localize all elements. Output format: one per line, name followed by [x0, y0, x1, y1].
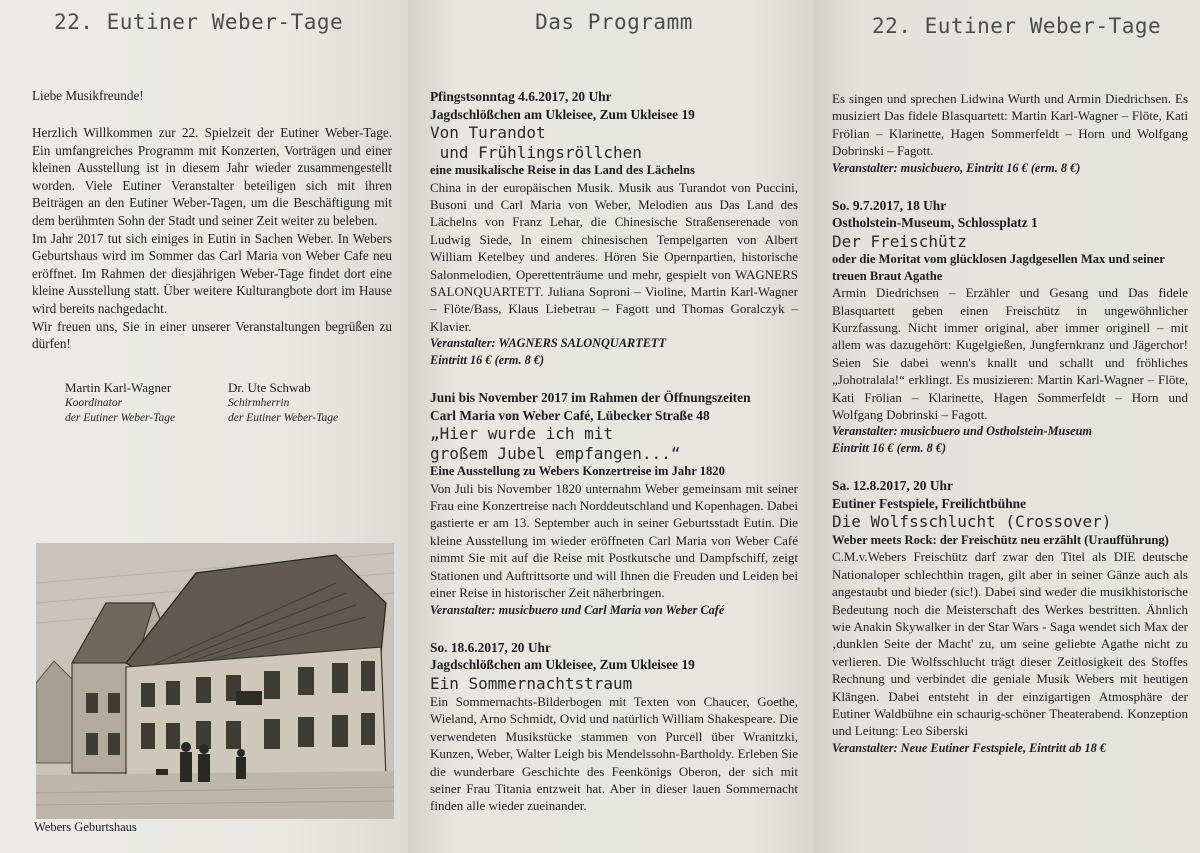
- welcome-paragraph: Herzlich Willkommen zur 22. Spielzeit der Eutiner Weber-Tage. Ein umfangreiches Programm mit Konzerten, Vorträgen und einer kleinen Ausstellung ist in diesem Jahr wieder zusammengestellt worden. Viele Eutiner Veranstalter beteiligen sich mit ihren Beiträgen an den Eutiner Weber-Tagen, um die Beschäftigung mit dem berühmten Sohn der Stadt und seiner Zeit weiter zu beleben.: [32, 125, 392, 228]
- event-organizer: Veranstalter: musicbuero, Eintritt 16 € (erm. 8 €): [832, 160, 1081, 175]
- event-organizer: Veranstalter: Neue Eutiner Festspiele, Eintritt ab 18 €: [832, 740, 1106, 755]
- event-admission: Eintritt 16 € (erm. 8 €): [832, 441, 947, 456]
- signer-role: der Eutiner Weber-Tage: [65, 411, 176, 424]
- event-item: [430, 389, 798, 618]
- event-admission: Eintritt 16 € (erm. 8 €): [430, 353, 545, 368]
- event-subtitle: Weber meets Rock: der Freischütz neu erzählt (Uraufführung): [832, 532, 1169, 547]
- signer-name: Dr. Ute Schwab: [228, 379, 311, 395]
- event-item: [832, 197, 1188, 458]
- signer-name: Martin Karl-Wagner: [65, 379, 172, 395]
- panel-program: [408, 0, 814, 853]
- welcome-paragraph: Im Jahr 2017 tut sich einiges in Eutin in Sachen Weber. In Webers Geburtshaus wird im Sommer das Carl Maria von Weber Cafe neu eröffnet. Im Rahmen der diesjährigen Weber-Tage findet dort eine kleine Ausstellung statt. Über weitere Kulturangbote dort im Hause wird bereits nachgedacht.: [32, 230, 392, 316]
- event-venue: Jagdschlößchen am Ukleisee, Zum Ukleisee 19: [430, 106, 695, 122]
- event-title: Der Freischütz: [832, 231, 967, 251]
- house-illustration: [36, 543, 394, 819]
- event-organizer: Veranstalter: musicbuero und Ostholstein-Museum: [832, 424, 1092, 439]
- event-description: Ein Sommernachts-Bilderbogen mit Texten von Chaucer, Goethe, Wieland, Arno Schmidt, Ovid und natürlich William Shakespeare. Die verwendeten Musikstücke stammen von Purcell über Wranitzki, Kunzen, Weber, Walter Leigh bis Mendelssohn-Bartholdy. Erleben Sie die wunderbare Geschichte des Feenkönigs Oberon, der sich mit seiner Frau Titania entzweit hat. Aber in dieser lauen Sommernacht finden alle wieder zueinander.: [430, 694, 798, 814]
- event-date: Juni bis November 2017 im Rahmen der Öffnungszeiten: [430, 390, 751, 406]
- event-subtitle: oder die Moritat vom glücklosen Jagdgesellen Max und seiner treuen Braut Agathe: [832, 252, 1165, 283]
- event-description: China in der europäischen Musik. Musik aus Turandot von Puccini, Busoni und Carl Maria von Weber, Melodien aus Das Land des Lächelns von Franz Lehar, die Chinesische Straßenserenade von Ludwig Siede, In einem chinesischen Tempelgarten von Albert William Ketelbey und anderes. Hören Sie Opernpartien, historische Salonmelodien, Operettenträume und mehr, gespielt von WAGNERS SALONQUARTETT. Juliana Soproni – Violine, Martin Karl-Wagner – Flöte/Bass, Klaus Liebetrau – Fagott und Thomas Goralczyk – Klavier.: [430, 179, 798, 334]
- signature-block: [65, 379, 228, 426]
- event-organizer: Veranstalter: WAGNERS SALONQUARTETT: [430, 336, 666, 351]
- event-description: Von Juli bis November 1820 unternahm Weber gemeinsam mit seiner Frau eine Konzertreise nach Norddeutschland und Kopenhagen. Dabei gastierte er am 13. September auch in seiner Geburtsstadt Eutin. Die kleine Ausstellung im wieder eröffneten Carl Maria von Weber Café nimmt Sie mit auf die Reise mit Postkutsche und Dampfschiff, zeigt Stationen und Auftrittsorte und will Ihnen die Freuden und Leiden bei einer Reise in historischer Zeit näherbringen.: [430, 480, 798, 601]
- welcome-paragraph: Wir freuen uns, Sie in einer unserer Veranstaltungen begrüßen zu dürfen!: [32, 318, 392, 352]
- event-title: Die Wolfsschlucht (Crossover): [832, 512, 1112, 532]
- panel-header: Das Programm: [535, 10, 693, 34]
- photo-caption: Webers Geburtshaus: [34, 820, 137, 834]
- event-venue: Jagdschlößchen am Ukleisee, Zum Ukleisee 19: [430, 657, 695, 672]
- panel-program-continued: [814, 0, 1200, 853]
- event-title: Von Turandot und Frühlingsröllchen: [430, 123, 642, 162]
- event-venue: Eutiner Festspiele, Freilichtbühne: [832, 495, 1027, 511]
- panel-header: 22. Eutiner Weber-Tage: [872, 14, 1162, 38]
- signatures: [32, 379, 392, 426]
- event-organizer: Veranstalter: musicbuero und Carl Maria von Weber Café: [430, 602, 725, 617]
- event-description: C.M.v.Webers Freischütz darf zwar den Titel als DIE deutsche Nationaloper schlechthin tragen, gilt aber in seiner Gänze auch als angestaubt und bieder (sic!). Dabei sind weder die musikhistorische Bedeutung noch die Meisterschaft des Werkes bestritten. Ähnlich wie Anakin Skywalker in der Star Wars - Saga wendet sich Max der ‚dunklen Seite der Macht' zu, um seine geliebte Agathe nicht zu verlieren. Die Wolfsschlucht trägt dieser Zeitlosigkeit des Stoffes Rechnung und verbindet die geniale Musik Webers mit heutigen Klängen. Dabei entsteht in der einzigartigen Atmosphäre der Eutiner Waldbühne ein schaurig-schöner Theaterabend. Konzeption und Leitung: Leo Siberski: [832, 549, 1188, 739]
- event-date: So. 9.7.2017, 18 Uhr: [832, 197, 947, 213]
- event-venue: Ostholstein-Museum, Schlossplatz 1: [832, 215, 1038, 231]
- event-venue: Carl Maria von Weber Café, Lübecker Straße 48: [430, 407, 710, 423]
- event-title: Ein Sommernachtstraum: [430, 673, 633, 693]
- event-description: Armin Diedrichsen – Erzähler und Gesang und Das fidele Blasquartett geben einen Freischütz in ungewöhnlicher Kurzfassung. Nicht immer original, aber immer originell – mit allem was dazugehört: Kugelgießen, Jungfernkranz und Jägerchor! Seien Sie dabei wenn's knallt und schallt und fröhliches „Johotralala!“ erklingt. Es musizieren: Martin Karl-Wagner – Flöte, Kati Frölian – Klarinette, Hagen Sommerfeldt – Horn und Wolfgang Dobrinski – Fagott.: [832, 285, 1188, 422]
- event-subtitle: eine musikalische Reise in das Land des Lächelns: [430, 163, 695, 177]
- greeting: Liebe Musikfreunde!: [32, 88, 144, 103]
- signer-role: der Eutiner Weber-Tage: [228, 411, 339, 424]
- signer-role: Schirmherrin: [228, 396, 290, 409]
- event-date: Pfingstsonntag 4.6.2017, 20 Uhr: [430, 89, 612, 104]
- panel-header: 22. Eutiner Weber-Tage: [54, 10, 344, 34]
- event-item: [832, 477, 1188, 756]
- event-item: [430, 639, 798, 815]
- signer-role: Koordinator: [65, 396, 123, 409]
- event-title: „Hier wurde ich mit großem Jubel empfangen...“: [430, 424, 681, 463]
- event-date: Sa. 12.8.2017, 20 Uhr: [832, 478, 953, 494]
- event-date: So. 18.6.2017, 20 Uhr: [430, 639, 551, 655]
- event-subtitle: Eine Ausstellung zu Webers Konzertreise im Jahr 1820: [430, 464, 725, 479]
- signature-block: [228, 379, 391, 426]
- panel-welcome: [0, 0, 408, 853]
- event-description: Es singen und sprechen Lidwina Wurth und Armin Diedrichsen. Es musiziert Das fidele Blasquartett: Martin Karl-Wagner – Flöte, Kati Frölian – Klarinette, Hagen Sommerfeldt – Horn und Wolfgang Dobrinski – Fagott.: [832, 91, 1188, 159]
- event-item: [430, 88, 798, 369]
- event-continuation: [832, 90, 1188, 177]
